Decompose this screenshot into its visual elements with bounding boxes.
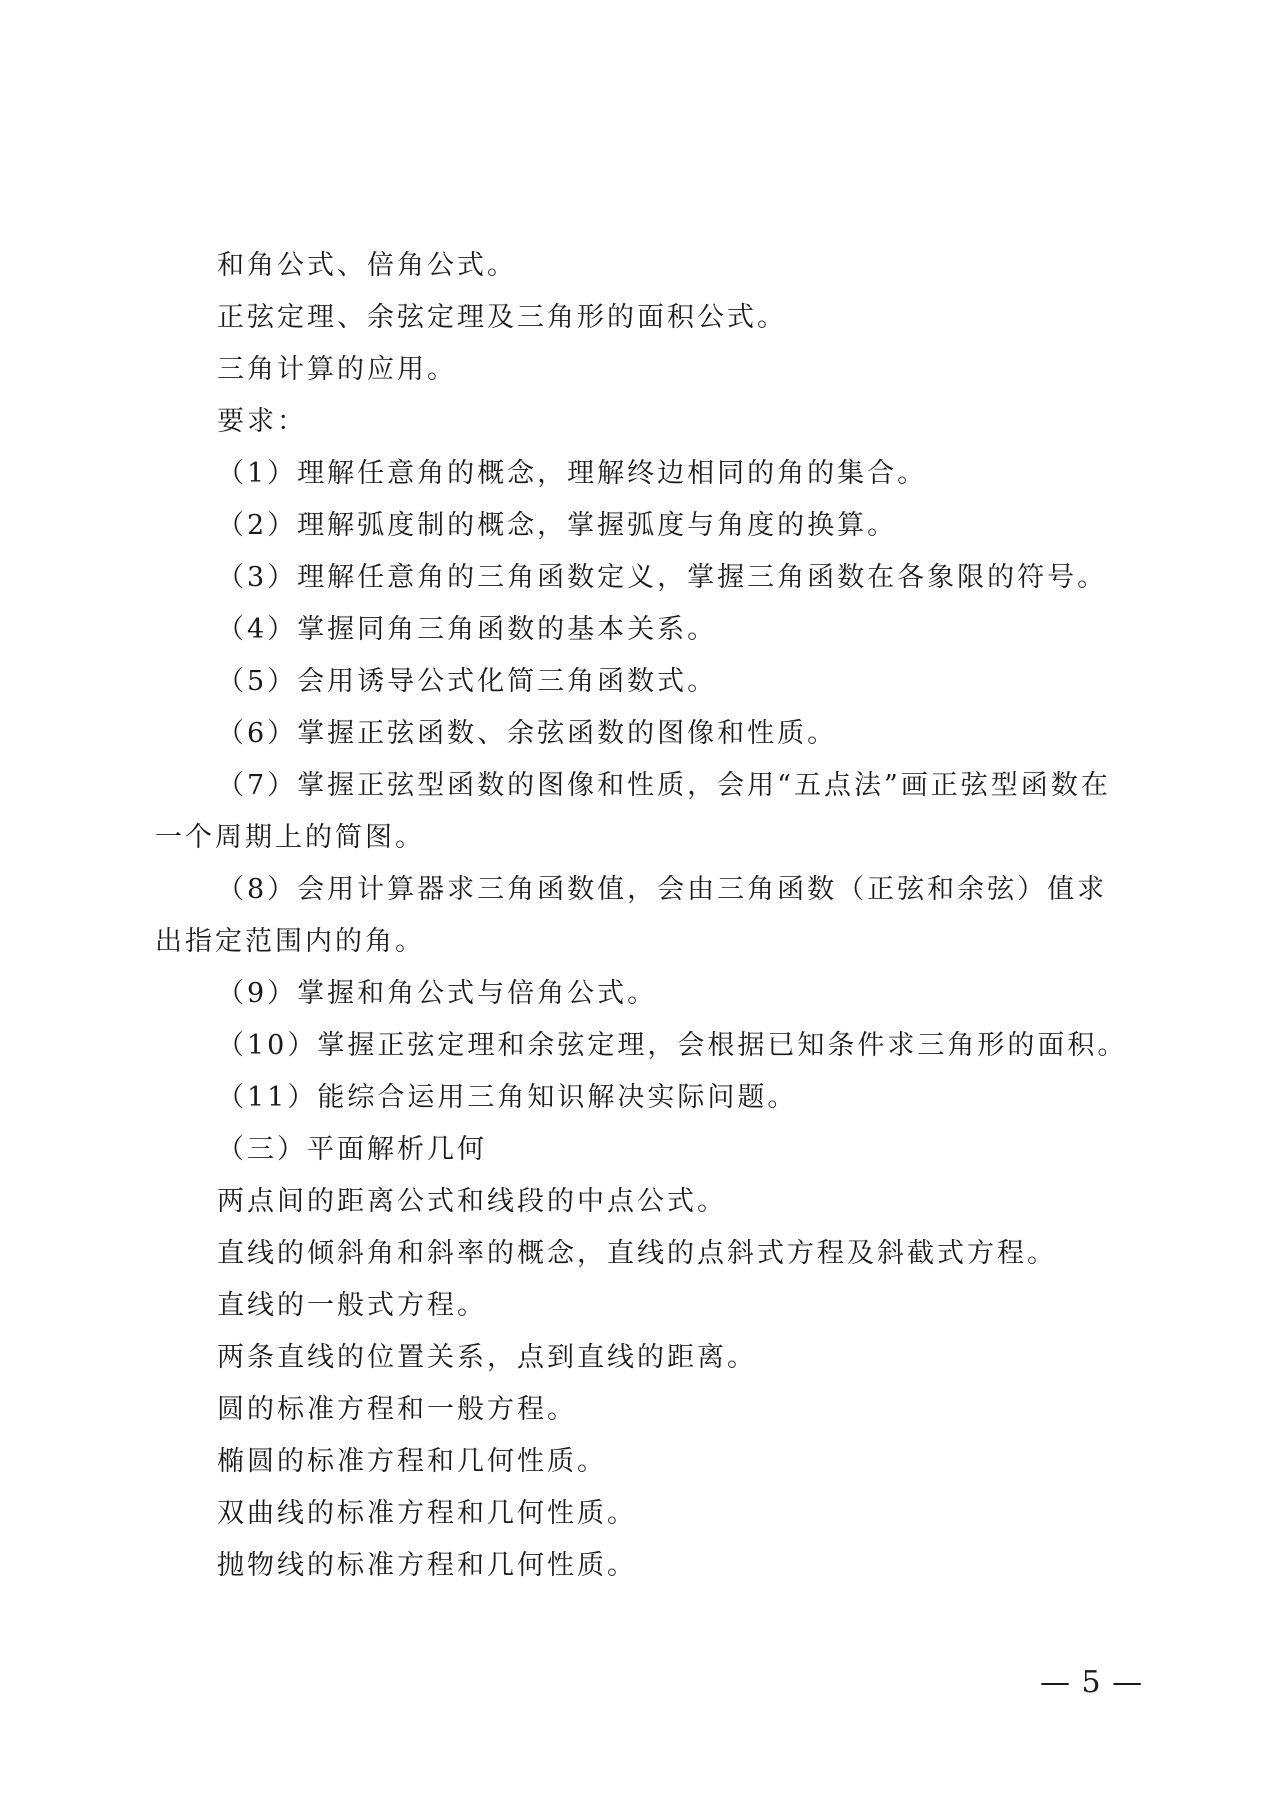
paragraph: 正弦定理、余弦定理及三角形的面积公式。 (217, 302, 787, 333)
requirement-item: （10）掌握正弦定理和余弦定理，会根据已知条件求三角形的面积。 (217, 1030, 1128, 1061)
paragraph: 直线的一般式方程。 (217, 1290, 487, 1321)
paragraph: 双曲线的标准方程和几何性质。 (217, 1498, 637, 1529)
requirement-item: （4）掌握同角三角函数的基本关系。 (217, 614, 718, 645)
paragraph: 抛物线的标准方程和几何性质。 (217, 1550, 637, 1581)
requirement-item: （1）理解任意角的概念，理解终边相同的角的集合。 (217, 458, 928, 489)
paragraph: 三角计算的应用。 (217, 354, 457, 385)
requirement-item: （6）掌握正弦函数、余弦函数的图像和性质。 (217, 718, 838, 749)
page-number: — 5 — (1040, 1665, 1144, 1700)
document-body (155, 240, 1135, 1592)
paragraph: 两点间的距离公式和线段的中点公式。 (217, 1186, 727, 1217)
section-heading: （三）平面解析几何 (217, 1134, 487, 1165)
paragraph: 圆的标准方程和一般方程。 (217, 1394, 577, 1425)
paragraph: 椭圆的标准方程和几何性质。 (217, 1446, 607, 1477)
paragraph: 直线的倾斜角和斜率的概念，直线的点斜式方程及斜截式方程。 (217, 1238, 1057, 1269)
paragraph: 和角公式、倍角公式。 (217, 250, 517, 281)
requirement-item: （8）会用计算器求三角函数值，会由三角函数（正弦和余弦）值求出指定范围内的角。 (155, 874, 1108, 957)
requirement-item: （11）能综合运用三角知识解决实际问题。 (217, 1082, 798, 1113)
requirement-item: （7）掌握正弦型函数的图像和性质，会用“五点法”画正弦型函数在一个周期上的简图。 (155, 770, 1111, 853)
requirement-item: （3）理解任意角的三角函数定义，掌握三角函数在各象限的符号。 (217, 562, 1108, 593)
paragraph: 要求： (217, 406, 307, 437)
requirement-item: （9）掌握和角公式与倍角公式。 (217, 978, 658, 1009)
requirement-item: （5）会用诱导公式化简三角函数式。 (217, 666, 718, 697)
requirement-item: （2）理解弧度制的概念，掌握弧度与角度的换算。 (217, 510, 898, 541)
paragraph: 两条直线的位置关系，点到直线的距离。 (217, 1342, 757, 1373)
